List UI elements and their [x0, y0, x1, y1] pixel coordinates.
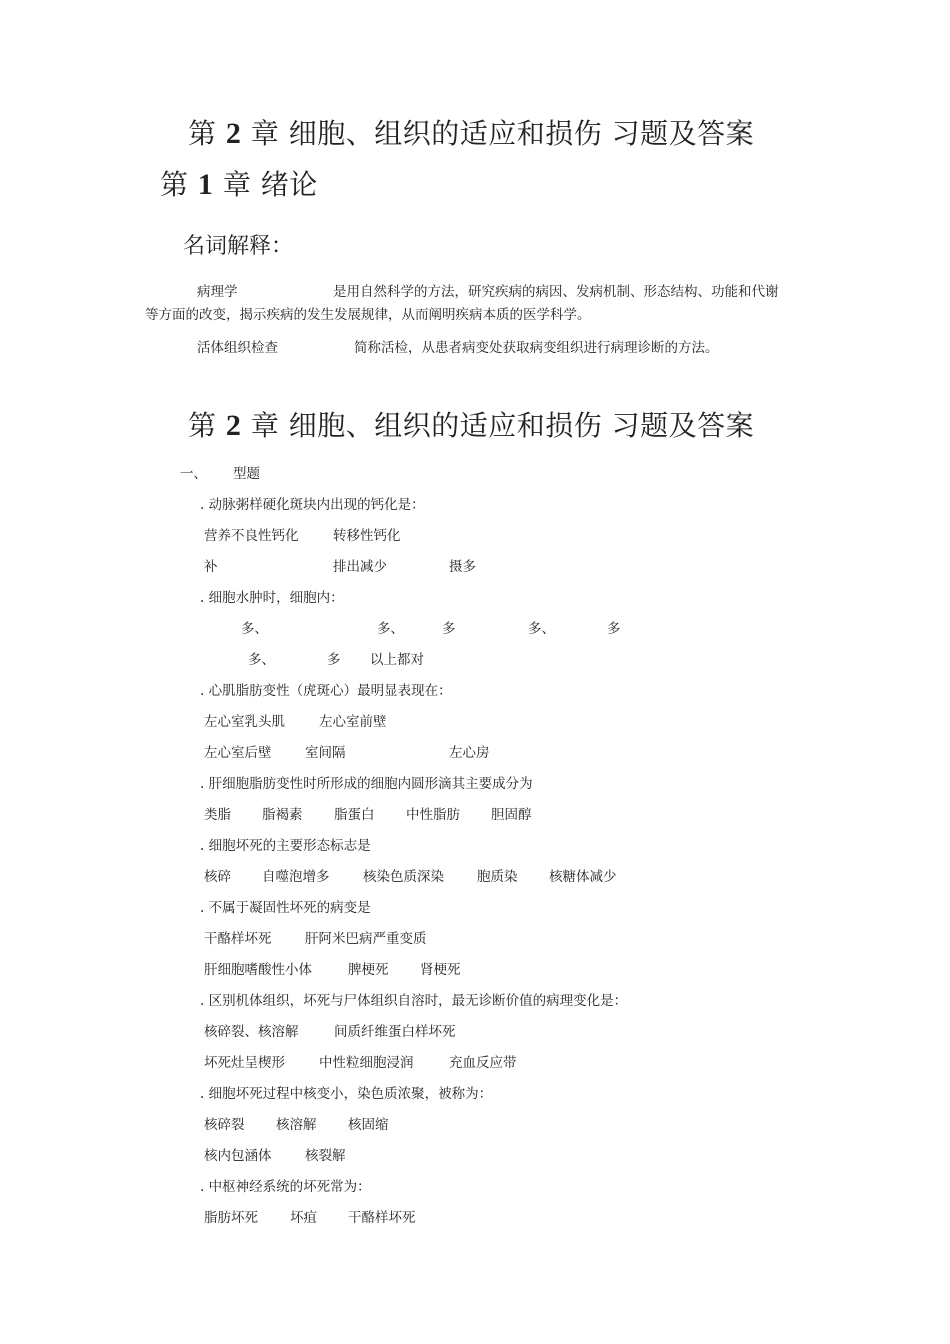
option: 多、 — [248, 652, 275, 668]
question: . 心肌脂肪变性（虎斑心）最明显表现在： — [200, 683, 452, 699]
glossary-heading: 名词解释： — [183, 234, 294, 259]
title-rest: 章 绪论 — [222, 168, 318, 201]
option: 核裂解 — [305, 1148, 346, 1164]
title-prefix: 第 — [188, 409, 217, 442]
option: 类脂 — [204, 807, 231, 823]
title-rest: 章 细胞、组织的适应和损伤 习题及答案 — [250, 117, 755, 150]
option: 脂蛋白 — [334, 807, 375, 823]
option: 室间隔 — [305, 745, 346, 761]
question: . 动脉粥样硬化斑块内出现的钙化是： — [200, 497, 425, 513]
question: . 细胞坏死的主要形态标志是 — [200, 838, 371, 854]
option: 核内包涵体 — [204, 1148, 272, 1164]
question: . 区别机体组织，坏死与尸体组织自溶时，最无诊断价值的病理变化是： — [200, 993, 628, 1009]
glossary-definition: 是用自然科学的方法，研究疾病的病因、发病机制、形态结构、功能和代谢 — [333, 284, 779, 300]
option: 充血反应带 — [449, 1055, 517, 1071]
option: 胆固醇 — [491, 807, 532, 823]
option: 核溶解 — [276, 1117, 317, 1133]
option: 多、 — [528, 621, 555, 637]
option: 坏死灶呈楔形 — [204, 1055, 285, 1071]
section-label: 型题 — [233, 466, 260, 482]
option: 多 — [327, 652, 341, 668]
question: . 细胞水肿时，细胞内： — [200, 590, 344, 606]
title-prefix: 第 — [160, 168, 189, 201]
title-num: 2 — [225, 117, 242, 150]
option: 左心室前壁 — [319, 714, 387, 730]
option: 干酪样坏死 — [204, 931, 272, 947]
option: 胞质染 — [477, 869, 518, 885]
glossary-term: 病理学 — [197, 284, 238, 300]
option: 核染色质深染 — [363, 869, 444, 885]
option: 转移性钙化 — [333, 528, 401, 544]
glossary-definition: 等方面的改变，揭示疾病的发生发展规律，从而阐明疾病本质的医学科学。 — [145, 307, 591, 323]
option: 中性脂肪 — [406, 807, 460, 823]
option: 左心室后壁 — [204, 745, 272, 761]
option: 间质纤维蛋白样坏死 — [334, 1024, 456, 1040]
chapter-2-title — [188, 404, 754, 444]
doc-title-top — [188, 112, 754, 152]
option: 自噬泡增多 — [262, 869, 330, 885]
option: 核固缩 — [348, 1117, 389, 1133]
question: . 中枢神经系统的坏死常为： — [200, 1179, 371, 1195]
chapter-1-title — [160, 163, 318, 203]
option: 多 — [607, 621, 621, 637]
title-num: 1 — [197, 168, 214, 201]
question: . 不属于凝固性坏死的病变是 — [200, 900, 371, 916]
option: 以上都对 — [370, 652, 424, 668]
glossary-term: 活体组织检查 — [197, 340, 278, 356]
option: 肝细胞嗜酸性小体 — [204, 962, 312, 978]
option: 干酪样坏死 — [348, 1210, 416, 1226]
option: 核碎裂 — [204, 1117, 245, 1133]
question: . 肝细胞脂肪变性时所形成的细胞内圆形滴其主要成分为 — [200, 776, 533, 792]
option: 多 — [442, 621, 456, 637]
option: 核碎 — [204, 869, 231, 885]
option: 脂肪坏死 — [204, 1210, 258, 1226]
option: 排出减少 — [333, 559, 387, 575]
question: . 细胞坏死过程中核变小，染色质浓聚，被称为： — [200, 1086, 493, 1102]
option: 左心房 — [449, 745, 490, 761]
option: 脾梗死 — [348, 962, 389, 978]
section-number: 一、 — [180, 466, 207, 482]
option: 补 — [204, 559, 218, 575]
option: 中性粒细胞浸润 — [319, 1055, 414, 1071]
option: 多、 — [241, 621, 268, 637]
option: 坏疽 — [290, 1210, 317, 1226]
option: 脂褐素 — [262, 807, 303, 823]
option: 营养不良性钙化 — [204, 528, 299, 544]
option: 肾梗死 — [420, 962, 461, 978]
option: 核碎裂、核溶解 — [204, 1024, 299, 1040]
title-rest: 章 细胞、组织的适应和损伤 习题及答案 — [250, 409, 755, 442]
option: 摄多 — [449, 559, 476, 575]
option: 核糖体减少 — [549, 869, 617, 885]
option: 肝阿米巴病严重变质 — [305, 931, 427, 947]
title-num: 2 — [225, 409, 242, 442]
option: 左心室乳头肌 — [204, 714, 285, 730]
glossary-definition: 简称活检，从患者病变处获取病变组织进行病理诊断的方法。 — [354, 340, 719, 356]
title-prefix: 第 — [188, 117, 217, 150]
option: 多、 — [377, 621, 404, 637]
